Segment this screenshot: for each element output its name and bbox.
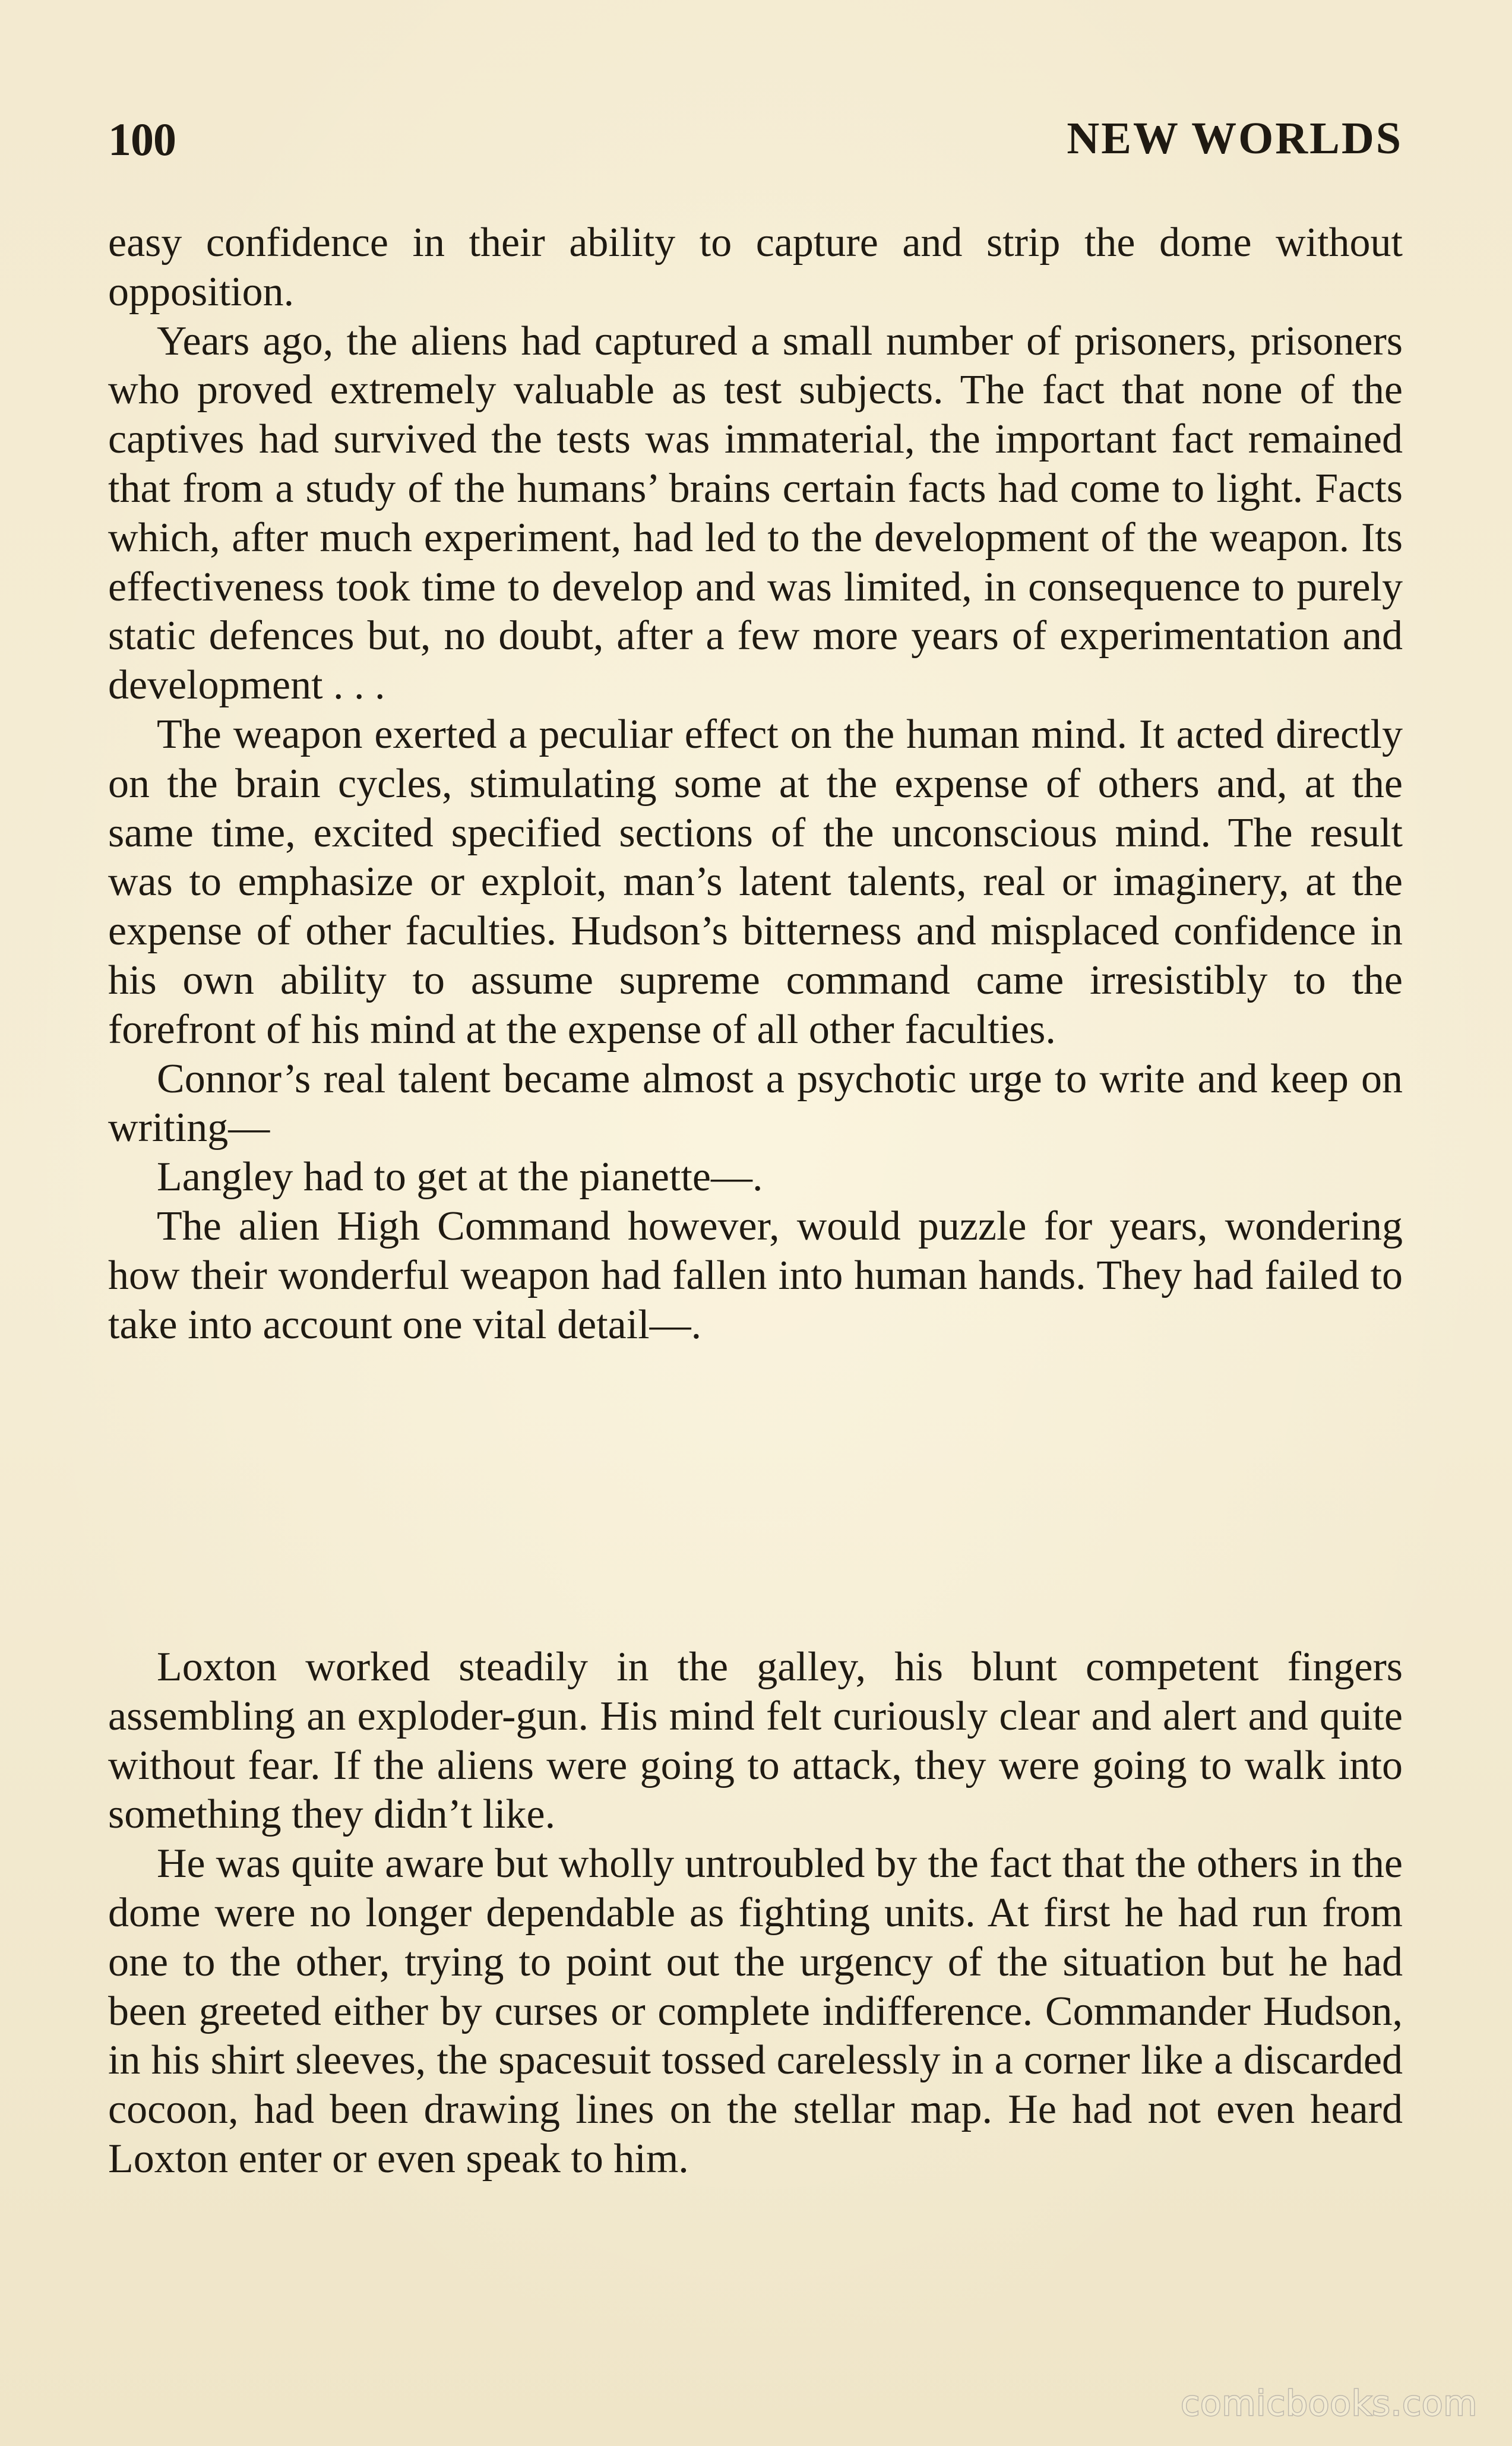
- paragraph: The alien High Command however, would puzzle for years, wondering how their wonderful weapon had fallen into human hands. They had failed to take into account one vital detail—.: [108, 1203, 1403, 1348]
- paragraph: The weapon exerted a peculiar effect on the human mind. It acted directly on the brain cycles, stimulating some at the expense of others and, at the same time, excited specified sections of the unconscious mind. The result was to emphasize or exploit, man’s latent talents, real or imaginery, at the expense of other faculties. Hudson’s bitterness and misplaced confidence in his own ability to assume supreme command came irresistibly to the forefront of his mind at the expense of all other faculties.: [108, 711, 1403, 1053]
- paragraph: Connor’s real talent became almost a psychotic urge to write and keep on writing—: [108, 1055, 1403, 1151]
- page-number: 100: [108, 113, 176, 165]
- body-text-section-two: [108, 1643, 1403, 2184]
- page-header: [108, 113, 1403, 178]
- paragraph: Loxton worked steadily in the galley, his blunt competent fingers assembling an exploder-gun. His mind felt curiously clear and alert and quite without fear. If the aliens were going to attack, they were going to walk into something they didn’t like.: [108, 1644, 1403, 1838]
- paragraph: Langley had to get at the pianette—.: [157, 1154, 763, 1200]
- body-text-section-one: [108, 219, 1403, 1350]
- paragraph: He was quite aware but wholly untroubled by the fact that the others in the dome were no longer dependable as fighting units. At first he had run from one to the other, trying to point out the urgency of the situation but he had been greeted either by curses or complete indifference. Commander Hudson, in his shirt sleeves, the spacesuit tossed carelessly in a corner like a discarded cocoon, had been drawing lines on the stellar map. He had not even heard Loxton enter or even speak to him.: [108, 1841, 1403, 2182]
- watermark: comicbooks.com: [1181, 2383, 1478, 2423]
- paragraph: easy confidence in their ability to capture and strip the dome without opposition.: [108, 220, 1403, 315]
- paragraph: Years ago, the aliens had captured a small number of prisoners, prisoners who proved extremely valuable as test subjects. The fact that none of the captives had survived the tests was immaterial, the important fact remained that from a study of the humans’ brains certain facts had come to light. Facts which, after much experiment, had led to the development of the weapon. Its effectiveness took time to develop and was limited, in consequence to purely static defences but, no doubt, after a few more years of experimentation and development . . .: [108, 318, 1403, 709]
- running-title: NEW WORLDS: [1067, 113, 1403, 163]
